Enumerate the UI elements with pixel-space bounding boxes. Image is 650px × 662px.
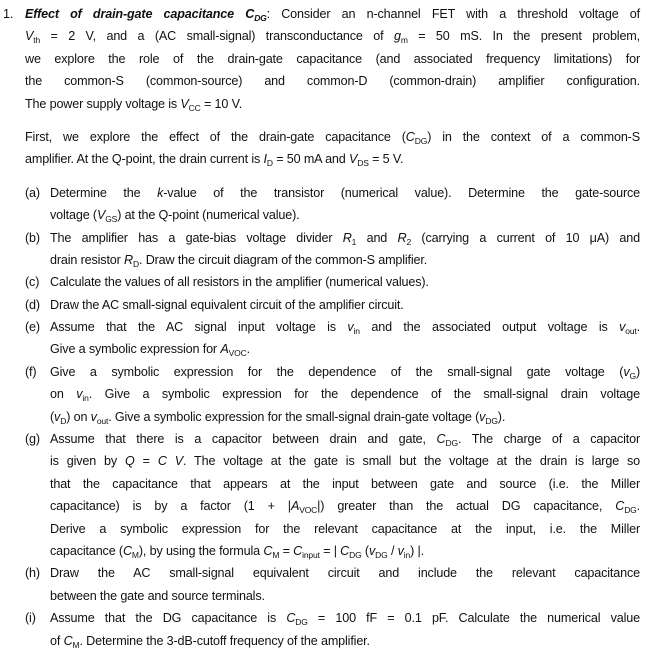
subscript: 2 — [406, 236, 412, 247]
text-line: The amplifier has a gate-bias voltage divider $R_1$ and $R_2$ (carrying a current of 10 μA) and — [50, 230, 640, 247]
subquestion-e — [0, 316, 650, 361]
subquestion-text — [50, 271, 640, 293]
math-symbol: V — [348, 152, 358, 167]
subquestion-f — [0, 361, 650, 428]
math-symbol: Q — [125, 454, 135, 469]
subquestion-g — [0, 428, 650, 562]
subscript: D — [60, 415, 67, 426]
subscript: CC — [188, 102, 201, 113]
subquestion-text — [50, 182, 640, 227]
text-line: Draw the AC small-signal equivalent circuit of the amplifier circuit. — [50, 297, 404, 312]
math-symbol: v — [623, 364, 630, 379]
math-symbol: C V — [157, 454, 183, 469]
subquestion-text — [50, 294, 640, 316]
subscript: in — [403, 549, 411, 560]
subquestion-label: (a) — [25, 185, 40, 200]
text-line: Give a symbolic expression for $A_{VOC}$. — [50, 342, 250, 359]
subscript: input — [302, 549, 320, 560]
subscript: DG — [375, 549, 388, 560]
text-line: amplifier. At the Q-point, the drain current is $I_D = 50$ mA and $V_{DS} = 5$ V. — [25, 152, 404, 169]
subscript: 1 — [351, 236, 357, 247]
math-symbol: C — [63, 633, 73, 648]
math-symbol: C — [405, 129, 415, 144]
subquestion-c — [0, 271, 650, 293]
subquestion-label: (f) — [25, 364, 37, 379]
subquestion-label: (c) — [25, 275, 40, 290]
math-symbol: v — [397, 543, 404, 558]
subquestion-d — [0, 294, 650, 316]
math-symbol: A — [220, 342, 229, 357]
subscript: DG — [485, 415, 498, 426]
text-line: Assume that there is a capacitor between drain and gate, $C_{DG}$. The charge of a capacitor — [50, 432, 640, 449]
subscript: VOC — [299, 505, 318, 516]
math-symbol: v — [368, 543, 376, 558]
subscript: G — [629, 370, 636, 381]
text-line: that the capacitance that appears at the input between gate and source (i.e. the Miller — [50, 476, 640, 491]
subscript: th — [33, 35, 41, 46]
subscript: in — [353, 326, 360, 337]
math-symbol: v — [479, 409, 486, 424]
subquestion-label: (h) — [25, 566, 40, 581]
math-symbol: C — [286, 611, 296, 626]
math-symbol: R — [397, 230, 407, 245]
math-symbol: v — [76, 387, 83, 402]
subquestion-label: (b) — [25, 230, 40, 245]
text-line: is given by Q = C V. The voltage at the gate is small but the voltage at the drain is large so — [50, 454, 641, 469]
subscript: DS — [357, 158, 369, 169]
text-line: Calculate the values of all resistors in the amplifier (numerical values). — [50, 275, 429, 290]
text-line: Derive a symbolic expression for the relevant capacitance at the input, i.e. the Miller — [50, 521, 640, 536]
text-line: capacitance $(C_M)$, by using the formula $C_M = C_{input}$ = | $C_{DG}$ $(v_{DG} / v_{in})$ |. — [50, 543, 424, 560]
subquestion-text — [50, 428, 640, 562]
text-line: The power supply voltage is $V_{CC} = 10$ V. — [25, 96, 243, 113]
math-symbol: C — [615, 499, 625, 514]
text-line: voltage $(V_{GS})$ at the Q-point (numerical value). — [50, 208, 300, 225]
math-symbol: V — [25, 29, 34, 44]
subscript: GS — [105, 214, 118, 225]
text-line: capacitance) is by a factor $(1 + |A_{VOC}|)$ greater than the actual DG capacitance, $C_{DG}$. — [50, 499, 640, 516]
subquestion-text — [50, 607, 640, 652]
subscript: D — [133, 258, 139, 269]
subscript: DG — [624, 505, 637, 516]
math-symbol: v — [54, 409, 61, 424]
text-line: Give a symbolic expression for the dependence of the small-signal gate voltage $(v_G)$ — [50, 364, 640, 381]
text-line: the common-S (common-source) and common-D (common-drain) amplifier configuration. — [25, 74, 640, 89]
subscript: DG — [445, 438, 458, 449]
problem-number: 1. — [3, 7, 14, 21]
subscript: DG — [254, 13, 267, 23]
math-symbol: C — [122, 543, 132, 558]
math-symbol: V — [180, 96, 189, 111]
subquestion-b — [0, 227, 650, 272]
text-line: we explore the role of the drain-gate capacitance (and associated frequency limitations) for — [25, 51, 640, 66]
problem-intro — [0, 3, 650, 115]
math-symbol: v — [619, 320, 626, 335]
subquestion-i — [0, 607, 650, 652]
math-symbol: V — [96, 208, 106, 223]
math-symbol: C — [263, 543, 273, 558]
subquestion-list — [0, 182, 650, 652]
subquestion-text — [50, 562, 640, 607]
text-line: $(v_D)$ on $v_{out}$. Give a symbolic expression for the small-signal drain-gate voltage $(v_{DG})$. — [50, 409, 506, 426]
subscript: out — [96, 415, 109, 426]
text-line: Assume that the AC signal input voltage is $v_{in}$ and the associated output voltage is $v_{out}$. — [50, 320, 640, 337]
text-line: on $v_{in}$. Give a symbolic expression for the dependence of the small-signal drain voltage — [50, 387, 640, 404]
subscript: M — [72, 639, 80, 650]
math-symbol: R — [124, 252, 133, 267]
text-line: First, we explore the effect of the drain-gate capacitance $(C_{DG})$ in the context of a common-S — [25, 129, 640, 146]
math-symbol: I — [263, 152, 267, 167]
subscript: M — [131, 549, 139, 560]
text-line: Draw the AC small-signal equivalent circuit and include the relevant capacitance — [50, 566, 640, 581]
math-symbol: A — [290, 499, 300, 514]
math-symbol: v — [90, 409, 97, 424]
intro-text — [25, 3, 640, 115]
problem-document — [0, 3, 650, 652]
subquestion-label: (g) — [25, 432, 40, 447]
text-line: Determine the k-value of the transistor (numerical value). Determine the gate-source — [50, 185, 641, 200]
math-symbol: k — [157, 185, 164, 200]
subscript: m — [400, 35, 408, 46]
math-symbol: R — [342, 230, 352, 245]
context-text — [25, 126, 640, 171]
subquestion-label: (i) — [25, 611, 36, 626]
subscript: in — [82, 393, 89, 404]
text-line: between the gate and source terminals. — [50, 588, 265, 603]
math-symbol: g — [393, 29, 401, 44]
subquestion-text — [50, 316, 640, 361]
subquestion-text — [50, 361, 640, 428]
math-symbol: C — [436, 432, 446, 447]
subscript: VOC — [228, 348, 247, 359]
text-line: Assume that the DG capacitance is $C_{DG} = 100$ fF = 0.1 pF. Calculate the numerical value — [50, 611, 640, 628]
text-line: drain resistor $R_D$. Draw the circuit diagram of the common-S amplifier. — [50, 252, 428, 269]
subscript: out — [625, 326, 637, 337]
math-symbol: C — [293, 543, 303, 558]
subscript: M — [272, 549, 280, 560]
subquestion-a — [0, 182, 650, 227]
subscript: DG — [295, 617, 308, 628]
text-line: Effect of drain-gate capacitance $C_{DG}$: Consider an n-channel FET with a threshold voltage of — [25, 7, 640, 23]
subscript: DG — [349, 549, 362, 560]
text-line: of $C_M$. Determine the 3-dB-cutoff frequency of the amplifier. — [50, 633, 370, 650]
subscript: DG — [414, 135, 428, 146]
subscript: D — [266, 158, 273, 169]
subquestion-label: (e) — [25, 320, 40, 335]
math-symbol: v — [347, 320, 354, 335]
subquestion-h — [0, 562, 650, 607]
text-line: $V_{th} = 2$ V, and a (AC small-signal) transconductance of $g_m = 50$ mS. In the present problem, — [25, 29, 640, 46]
math-symbol: C — [340, 543, 350, 558]
problem-context — [0, 126, 650, 171]
subquestion-text — [50, 227, 640, 272]
subquestion-label: (d) — [25, 297, 40, 312]
problem-title: Effect of drain-gate capacitance C — [25, 7, 255, 21]
